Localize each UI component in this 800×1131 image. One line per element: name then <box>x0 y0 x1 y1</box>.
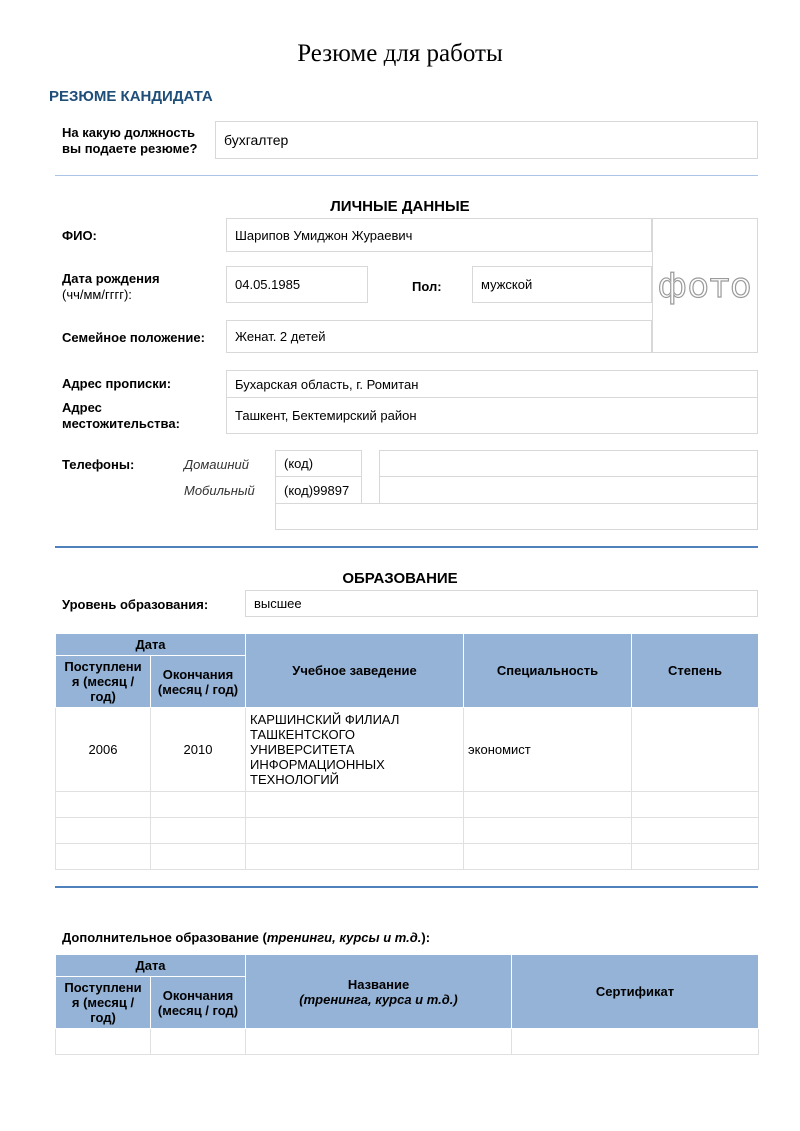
table-cell[interactable] <box>56 792 151 818</box>
section-divider <box>55 546 758 548</box>
degree-cell[interactable] <box>632 708 759 792</box>
extra-phone-field[interactable] <box>275 503 758 530</box>
table-row <box>56 1029 759 1055</box>
family-status-label: Семейное положение: <box>62 330 205 345</box>
phones-label: Телефоны: <box>62 457 135 472</box>
dob-label <box>62 271 160 303</box>
photo-label: фото <box>657 265 753 306</box>
table-cell[interactable] <box>632 818 759 844</box>
photo-placeholder[interactable] <box>652 218 758 353</box>
education-level-field[interactable]: высшее <box>245 590 758 617</box>
date-header: Дата <box>56 955 246 977</box>
start-date-cell[interactable]: 2006 <box>56 708 151 792</box>
table-cell[interactable] <box>151 1029 246 1055</box>
dob-label-text: Дата рождения <box>62 271 160 286</box>
end-date-header: Окончания (месяц / год) <box>151 977 246 1029</box>
degree-header: Степень <box>632 634 759 708</box>
table-cell[interactable] <box>56 818 151 844</box>
divider <box>55 175 758 176</box>
registration-address-field[interactable]: Бухарская область, г. Ромитан <box>226 370 758 398</box>
institution-header: Учебное заведение <box>246 634 464 708</box>
mobile-phone-extra-field[interactable] <box>379 476 758 504</box>
table-cell[interactable] <box>464 818 632 844</box>
section-divider <box>55 886 758 888</box>
additional-education-table <box>55 954 759 1055</box>
position-label <box>62 125 197 157</box>
residence-address-label-line2: местожительства: <box>62 416 180 431</box>
family-status-field[interactable]: Женат. 2 детей <box>226 320 652 353</box>
table-row <box>56 818 759 844</box>
residence-address-field[interactable]: Ташкент, Бектемирский район <box>226 397 758 434</box>
position-label-line1: На какую должность <box>62 125 195 140</box>
table-row <box>56 708 759 792</box>
dob-field[interactable]: 04.05.1985 <box>226 266 368 303</box>
fio-label: ФИО: <box>62 228 97 243</box>
table-cell[interactable] <box>246 792 464 818</box>
residence-address-label <box>62 400 180 432</box>
table-row <box>56 792 759 818</box>
education-level-label: Уровень образования: <box>62 597 209 612</box>
mobile-phone-field[interactable]: (код)99897 <box>275 476 362 504</box>
table-cell[interactable] <box>632 792 759 818</box>
additional-label-prefix: Дополнительное образование ( <box>62 930 267 945</box>
specialty-cell[interactable]: экономист <box>464 708 632 792</box>
table-cell[interactable] <box>464 844 632 870</box>
sex-label: Пол: <box>412 279 442 294</box>
table-cell[interactable] <box>56 844 151 870</box>
table-cell[interactable] <box>512 1029 759 1055</box>
position-field[interactable]: бухгалтер <box>215 121 758 159</box>
additional-label-suffix: ): <box>421 930 431 945</box>
table-cell[interactable] <box>151 844 246 870</box>
table-cell[interactable] <box>464 792 632 818</box>
end-date-cell[interactable]: 2010 <box>151 708 246 792</box>
course-name-header <box>246 955 512 1029</box>
course-name-header-text: Название <box>347 976 410 992</box>
section-heading: РЕЗЮМЕ КАНДИДАТА <box>49 88 213 105</box>
fio-field[interactable]: Шарипов Умиджон Жураевич <box>226 218 652 252</box>
home-phone-label: Домашний <box>184 457 249 472</box>
table-cell[interactable] <box>632 844 759 870</box>
table-cell[interactable] <box>151 818 246 844</box>
dob-format-label: (чч/мм/гггг): <box>62 287 132 302</box>
certificate-header: Сертификат <box>512 955 759 1029</box>
table-cell[interactable] <box>246 1029 512 1055</box>
mobile-phone-label: Мобильный <box>184 483 255 498</box>
document-title: Резюме для работы <box>297 40 503 67</box>
home-phone-field[interactable]: (код) <box>275 450 362 477</box>
education-section-title: ОБРАЗОВАНИЕ <box>342 570 458 587</box>
table-cell[interactable] <box>246 818 464 844</box>
additional-education-label <box>62 930 430 946</box>
table-cell[interactable] <box>246 844 464 870</box>
institution-cell[interactable]: КАРШИНСКИЙ ФИЛИАЛ ТАШКЕНТСКОГО УНИВЕРСИТЕТА ИНФОРМАЦИОННЫХ ТЕХНОЛОГИЙ <box>246 708 464 792</box>
specialty-header: Специальность <box>464 634 632 708</box>
personal-section-title: ЛИЧНЫЕ ДАННЫЕ <box>330 198 470 215</box>
sex-field[interactable]: мужской <box>472 266 652 303</box>
start-date-header: Поступлени я (месяц / год) <box>56 977 151 1029</box>
date-header: Дата <box>56 634 246 656</box>
registration-address-label: Адрес прописки: <box>62 376 172 391</box>
home-phone-extra-field[interactable] <box>379 450 758 477</box>
table-cell[interactable] <box>151 792 246 818</box>
residence-address-label-line1: Адрес <box>62 400 102 415</box>
start-date-header: Поступлени я (месяц / год) <box>56 656 151 708</box>
education-table <box>55 633 759 870</box>
additional-label-italic: тренинги, курсы и т.д. <box>266 930 422 945</box>
table-row <box>56 844 759 870</box>
table-cell[interactable] <box>56 1029 151 1055</box>
position-label-line2: вы подаете резюме? <box>62 141 198 156</box>
course-name-header-sub: (тренинга, курса и т.д.) <box>299 991 458 1007</box>
end-date-header: Окончания (месяц / год) <box>151 656 246 708</box>
